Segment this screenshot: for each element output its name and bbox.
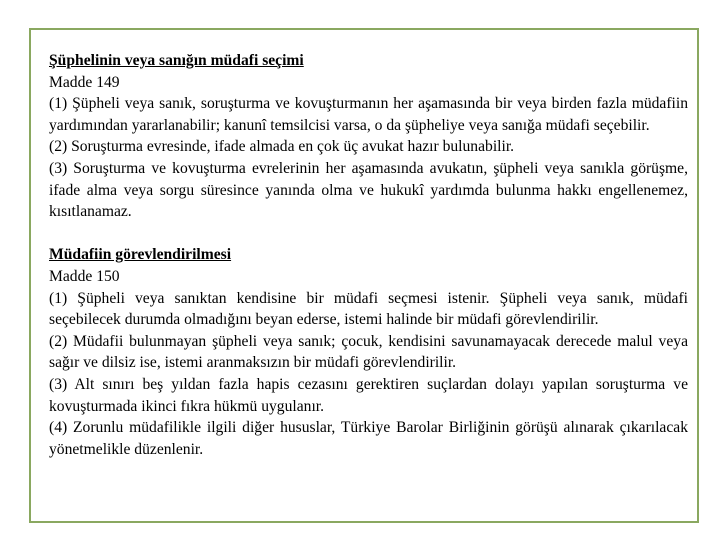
section-149-heading: Şüphelinin veya sanığın müdafi seçimi — [49, 52, 304, 69]
section-150-paragraph-4: (4) Zorunlu müdafilikle ilgili diğer hususlar, Türkiye Barolar Birliğinin görüşü alınarak çıkarılacak yönetmelikle düzenlenir. — [49, 419, 688, 458]
section-spacer — [49, 223, 688, 245]
section-150-article: Madde 150 — [49, 267, 120, 285]
section-150-heading: Müdafiin görevlendirilmesi — [49, 246, 232, 264]
section-150-paragraph-3: (3) Alt sınırı beş yıldan fazla hapis cezasını gerektiren suçlardan dolayı yapılan soruşturma ve kovuşturmada ikinci fıkra hükmü uygulanır. — [49, 375, 688, 415]
document-body — [49, 50, 688, 460]
section-149-paragraph-3: (3) Soruşturma ve kovuşturma evrelerinin her aşamasında avukatın, şüpheli veya sanıkla görüşme, ifade alma veya sorgu süresince yanında olma ve hukukî yardımda bulunma hakkı engellenemez, kısıtlanamaz. — [49, 159, 688, 221]
section-149-paragraph-2: (2) Soruşturma evresinde, ifade almada en çok üç avukat hazır bulunabilir. — [49, 138, 515, 156]
section-149-paragraph-1: (1) Şüpheli veya sanık, soruşturma ve kovuşturmanın her aşamasında bir veya birden fazla müdafiin yardımından yararlanabilir; kanunî temsilcisi varsa, o da şüpheliye veya sanığa müdafi seçebilir. — [49, 95, 688, 134]
section-150-paragraph-1: (1) Şüpheli veya sanıktan kendisine bir müdafi seçmesi istenir. Şüpheli veya sanık, müdafi seçebilecek durumda olmadığını beyan ederse, istemi halinde bir müdafi görevlendirilir. — [49, 289, 688, 329]
section-149-article: Madde 149 — [49, 73, 120, 91]
section-150-paragraph-2: (2) Müdafii bulunmayan şüpheli veya sanık; çocuk, kendisini savunamayacak derecede malul veya sağır ve dilsiz ise, istemi aranmaksızın bir müdafi görevlendirilir. — [49, 332, 688, 372]
